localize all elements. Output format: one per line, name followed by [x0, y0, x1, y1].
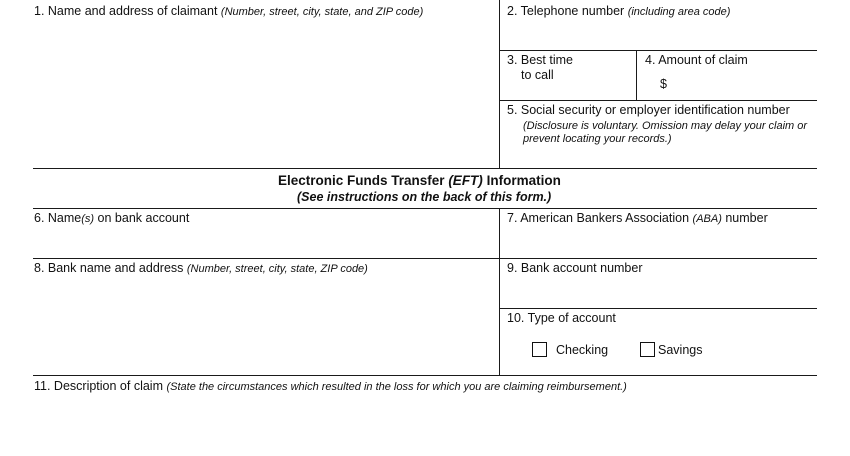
eft-title-end: Information [486, 173, 561, 188]
savings-label: Savings [658, 343, 703, 357]
field-5-label: 5. Social security or employer identification number [507, 103, 790, 117]
divider-vertical-top [499, 0, 500, 169]
field-1-label-text: 1. Name and address of claimant [34, 4, 218, 18]
field-7-abbr: (ABA) [692, 213, 722, 225]
field-1-hint: (Number, street, city, state, and ZIP code) [220, 6, 424, 18]
divider-vertical-eft [499, 208, 500, 376]
savings-checkbox[interactable] [640, 342, 655, 357]
field-3-label [507, 53, 573, 83]
field-1-label [34, 4, 423, 20]
divider-h-f6 [33, 258, 817, 259]
divider-h-eft [33, 208, 817, 209]
bank-name-address-field[interactable] [34, 278, 494, 370]
divider-h-f2 [499, 50, 817, 51]
best-time-field[interactable] [580, 53, 632, 97]
divider-vertical-f3-f4 [636, 51, 637, 101]
divider-h-f3 [499, 100, 817, 101]
names-on-bank-account-field[interactable] [34, 228, 494, 254]
checking-checkbox[interactable] [532, 342, 547, 357]
field-6-label-c: on bank account [94, 211, 190, 225]
field-3-label-line1: 3. Best time [507, 53, 573, 67]
checking-label: Checking [556, 343, 609, 357]
field-9-label: 9. Bank account number [507, 261, 643, 275]
divider-h-top-section [33, 168, 817, 169]
field-8-label-text: 8. Bank name and address [34, 261, 184, 275]
field-2-label [507, 4, 730, 20]
divider-h-f10 [33, 375, 817, 376]
eft-title [278, 173, 561, 188]
field-4-label: 4. Amount of claim [645, 53, 748, 67]
field-11-label-text: 11. Description of claim [34, 379, 163, 393]
field-7-label-end: number [725, 211, 768, 225]
eft-subtitle: (See instructions on the back of this form.) [297, 190, 552, 204]
eft-title-abbr: (EFT) [448, 173, 483, 188]
field-8-hint: (Number, street, city, state, ZIP code) [186, 263, 368, 275]
field-7-label [507, 211, 768, 227]
field-6-label-b: (s) [81, 213, 95, 225]
claimant-name-address-field[interactable] [34, 22, 494, 162]
bank-account-number-field[interactable] [505, 278, 813, 304]
eft-title-text: Electronic Funds Transfer [278, 173, 445, 188]
field-2-label-text: 2. Telephone number [507, 4, 625, 18]
field-3-label-line2: to call [521, 68, 554, 82]
field-6-label [34, 211, 189, 227]
field-6-label-a: 6. Name [34, 211, 82, 225]
divider-h-f9 [499, 308, 817, 309]
field-8-label [34, 261, 368, 277]
currency-symbol: $ [660, 77, 667, 91]
claim-description-field[interactable] [34, 396, 812, 452]
field-11-label [34, 379, 627, 395]
amount-of-claim-field[interactable] [670, 72, 812, 96]
field-11-hint: (State the circumstances which resulted in the loss for which you are claiming reimbursement.) [166, 381, 627, 393]
telephone-field[interactable] [505, 22, 813, 48]
field-2-hint: (including area code) [627, 6, 731, 18]
aba-number-field[interactable] [505, 228, 813, 254]
field-5-note-line1: (Disclosure is voluntary. Omission may delay your claim or [523, 120, 808, 132]
field-10-label: 10. Type of account [507, 311, 616, 325]
field-5-note-line2: prevent locating your records.) [523, 133, 672, 145]
field-7-label-text: 7. American Bankers Association [507, 211, 690, 225]
ssn-ein-field[interactable] [505, 148, 813, 166]
